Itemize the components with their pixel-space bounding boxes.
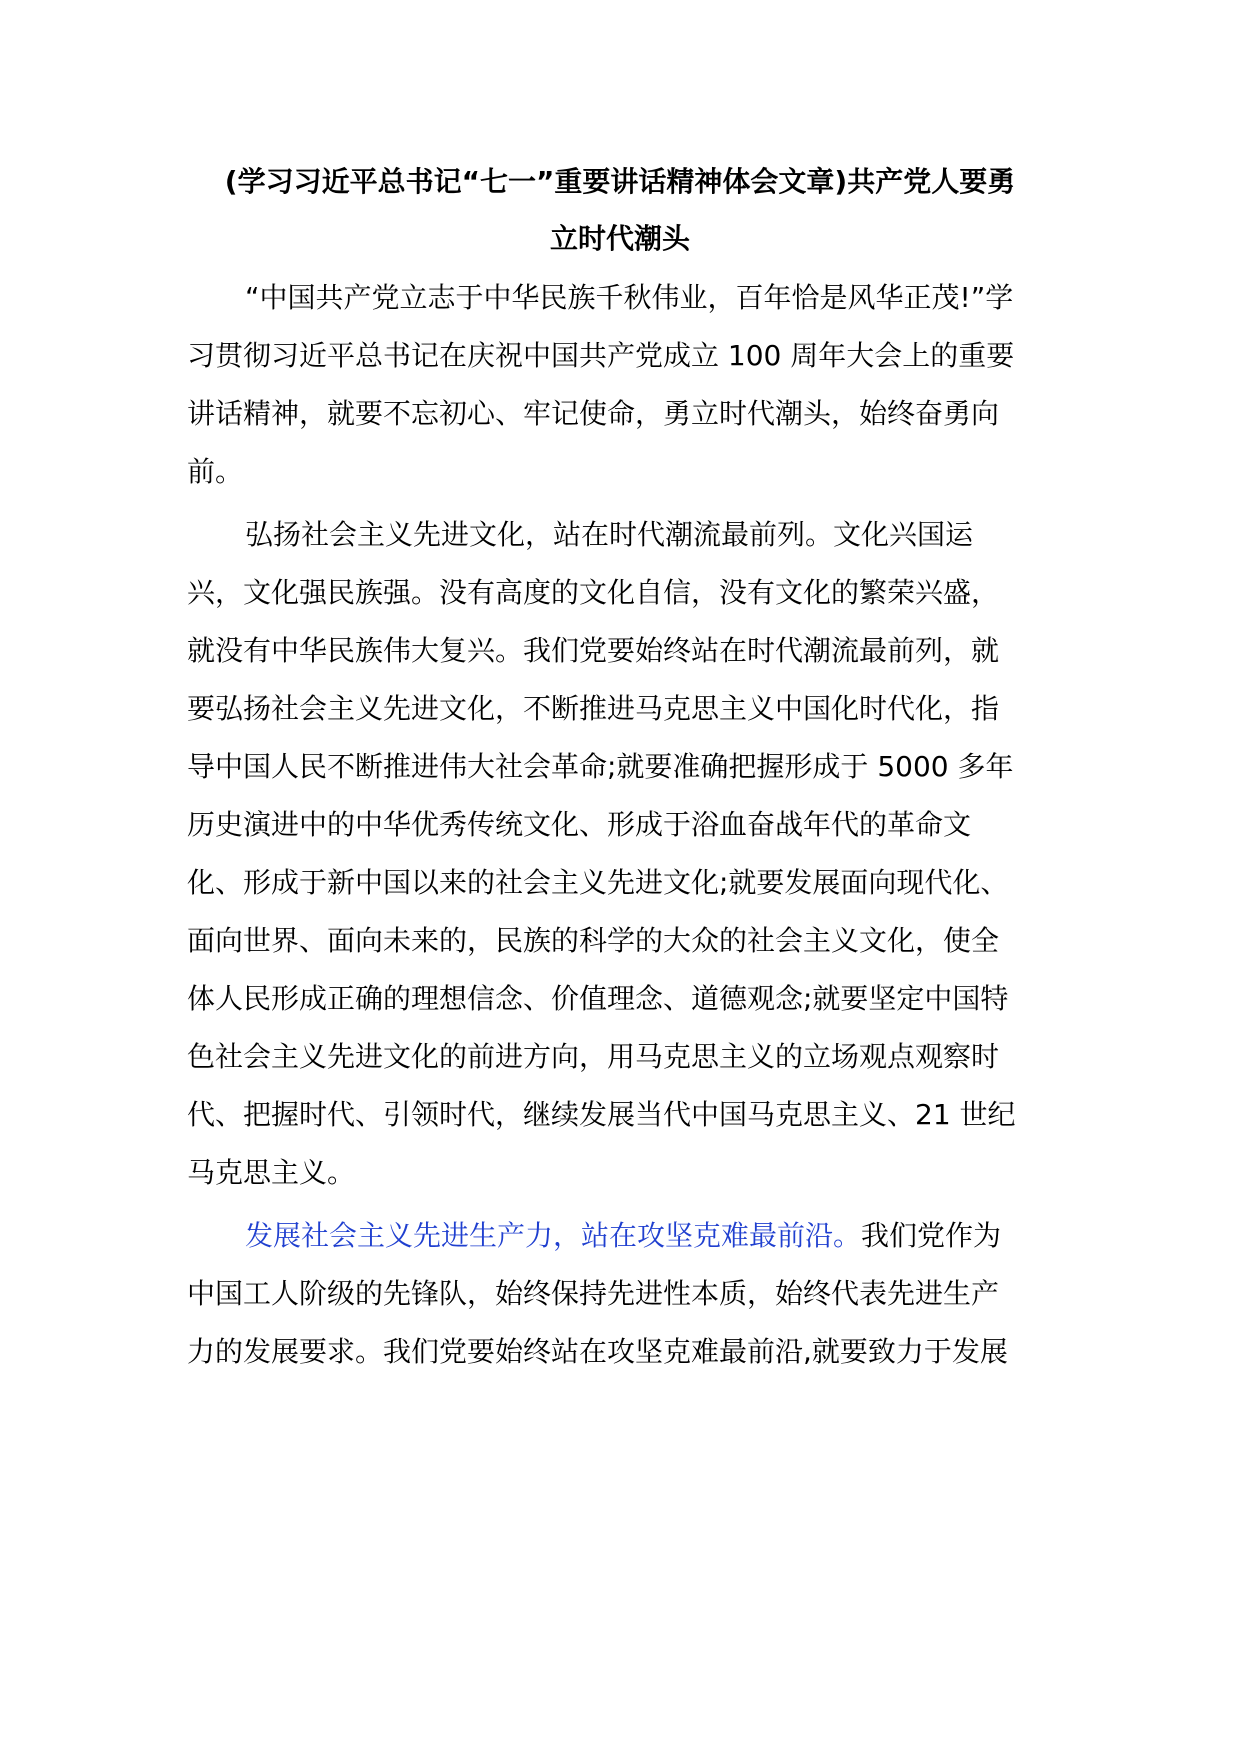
paragraph-1-line-4: 前。 bbox=[187, 455, 244, 488]
paragraph-2-line-8: 面向世界、面向未来的，民族的科学的大众的社会主义文化，使全 bbox=[187, 924, 1000, 957]
paragraph-2-line-12: 马克思主义。 bbox=[187, 1156, 356, 1189]
document-title-line-2: 立时代潮头 bbox=[549, 222, 690, 255]
paragraph-3-line-1 bbox=[187, 1216, 1111, 1256]
paragraph-2-line-4: 要弘扬社会主义先进文化，不断推进马克思主义中国化时代化，指 bbox=[187, 692, 1000, 725]
paragraph-2-line-10: 色社会主义先进文化的前进方向，用马克思主义的立场观点观察时 bbox=[187, 1040, 1000, 1073]
paragraph-2-line-3: 就没有中华民族伟大复兴。我们党要始终站在时代潮流最前列，就 bbox=[187, 634, 1000, 667]
paragraph-3-line-1-rest: 我们党作为 bbox=[861, 1219, 1002, 1252]
paragraph-2-line-6: 历史演进中的中华优秀传统文化、形成于浴血奋战年代的革命文 bbox=[187, 808, 972, 841]
paragraph-2-line-1: 弘扬社会主义先进文化，站在时代潮流最前列。文化兴国运 bbox=[245, 518, 974, 551]
document-title-line-1: (学习习近平总书记“七一”重要讲话精神体会文章)共产党人要勇 bbox=[224, 165, 1016, 198]
paragraph-2-line-7: 化、形成于新中国以来的社会主义先进文化;就要发展面向现代化、 bbox=[187, 866, 1009, 899]
paragraph-3-line-2: 中国工人阶级的先锋队，始终保持先进性本质，始终代表先进生产 bbox=[187, 1277, 1000, 1310]
paragraph-2-line-5: 导中国人民不断推进伟大社会革命;就要准确把握形成于 5000 多年 bbox=[187, 750, 1014, 783]
paragraph-1-line-2: 习贯彻习近平总书记在庆祝中国共产党成立 100 周年大会上的重要 bbox=[187, 339, 1015, 372]
paragraph-1-line-1: “中国共产党立志于中华民族千秋伟业，百年恰是风华正茂!”学 bbox=[245, 281, 1014, 314]
paragraph-2-line-2: 兴，文化强民族强。没有高度的文化自信，没有文化的繁荣兴盛， bbox=[187, 576, 1000, 609]
paragraph-3-line-3: 力的发展要求。我们党要始终站在攻坚克难最前沿,就要致力于发展 bbox=[187, 1335, 1008, 1368]
paragraph-2-line-9: 体人民形成正确的理想信念、价值理念、道德观念;就要坚定中国特 bbox=[187, 982, 1009, 1015]
paragraph-2-line-11: 代、把握时代、引领时代，继续发展当代中国马克思主义、21 世纪 bbox=[187, 1098, 1016, 1131]
paragraph-1-line-3: 讲话精神，就要不忘初心、牢记使命，勇立时代潮头，始终奋勇向 bbox=[187, 397, 1000, 430]
highlighted-heading-text: 发展社会主义先进生产力，站在攻坚克难最前沿。 bbox=[245, 1219, 862, 1252]
